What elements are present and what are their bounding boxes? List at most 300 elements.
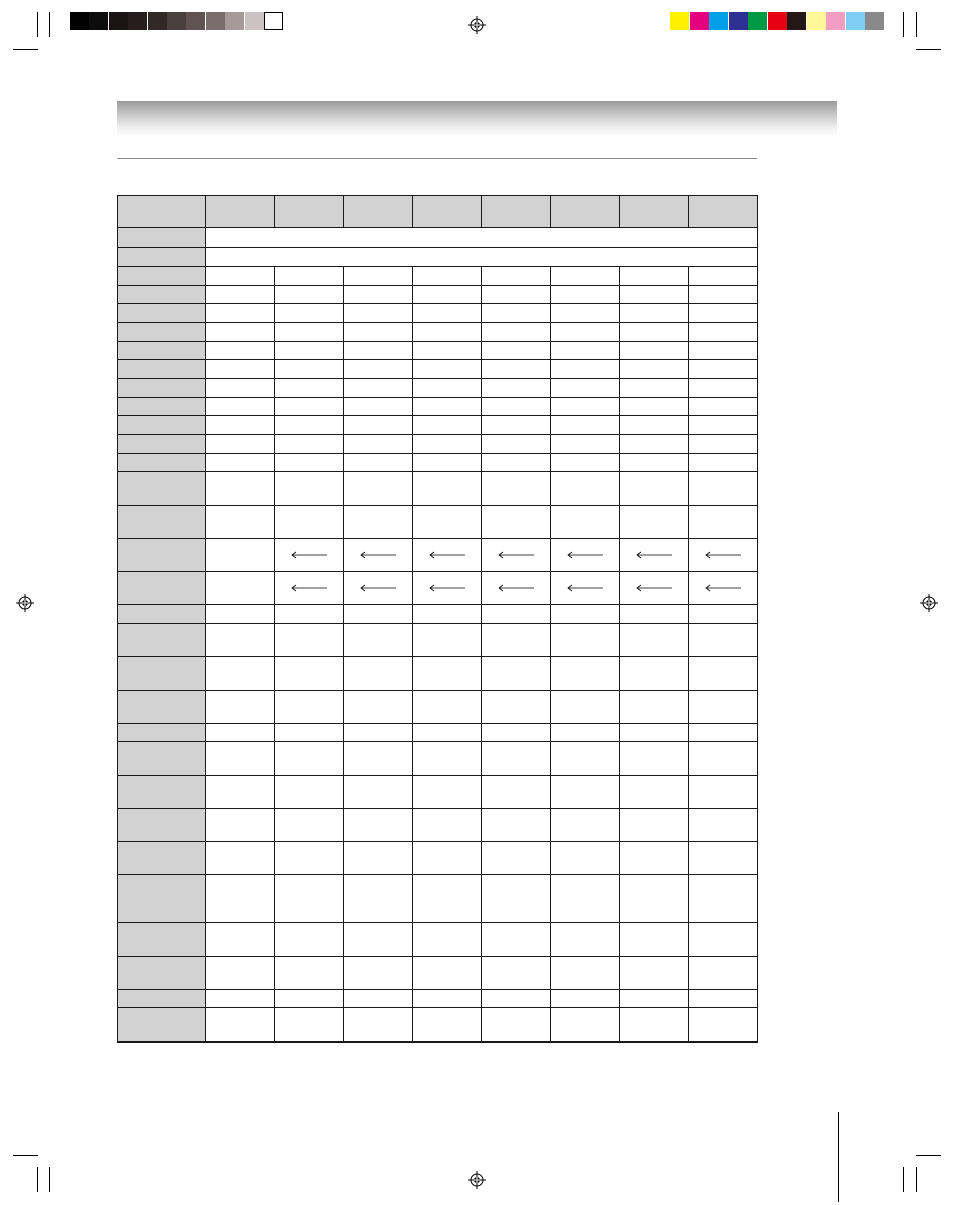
table-cell bbox=[620, 572, 689, 605]
table-cell bbox=[620, 398, 689, 416]
table-cell bbox=[413, 379, 482, 398]
table-cell bbox=[551, 1008, 620, 1042]
table-cell bbox=[206, 572, 275, 605]
table-cell bbox=[551, 657, 620, 691]
row-heading-cell bbox=[118, 506, 206, 539]
table-cell bbox=[344, 572, 413, 605]
table-cell bbox=[275, 360, 344, 379]
table-cell bbox=[206, 416, 275, 435]
table-cell bbox=[206, 842, 275, 875]
table-cell bbox=[482, 454, 551, 472]
registration-mark-icon bbox=[16, 594, 34, 612]
table-row bbox=[118, 304, 758, 323]
table-cell bbox=[275, 776, 344, 809]
row-heading-cell bbox=[118, 267, 206, 286]
table-cell bbox=[551, 605, 620, 624]
table-cell bbox=[206, 1042, 275, 1043]
grayscale-swatch bbox=[186, 12, 205, 30]
table-cell bbox=[620, 842, 689, 875]
table-row bbox=[118, 248, 758, 267]
table-row bbox=[118, 267, 758, 286]
table-cell bbox=[482, 342, 551, 360]
table-cell bbox=[344, 539, 413, 572]
table-cell bbox=[413, 304, 482, 323]
color-swatch bbox=[690, 12, 709, 30]
table-cell bbox=[413, 842, 482, 875]
table-row bbox=[118, 342, 758, 360]
table-cell bbox=[275, 990, 344, 1008]
table-cell bbox=[551, 286, 620, 304]
table-cell bbox=[275, 267, 344, 286]
row-heading-cell bbox=[118, 398, 206, 416]
table-cell bbox=[482, 472, 551, 506]
row-heading-cell bbox=[118, 572, 206, 605]
left-arrow-icon bbox=[290, 551, 328, 559]
table-cell bbox=[206, 990, 275, 1008]
table-cell bbox=[482, 506, 551, 539]
left-arrow-icon bbox=[290, 584, 328, 592]
table-cell bbox=[482, 572, 551, 605]
table-cell bbox=[551, 267, 620, 286]
table-cell bbox=[413, 691, 482, 724]
table-cell bbox=[206, 724, 275, 742]
table-cell bbox=[689, 304, 758, 323]
table-cell bbox=[689, 454, 758, 472]
table-cell bbox=[275, 572, 344, 605]
table-cell bbox=[344, 454, 413, 472]
table-cell bbox=[620, 990, 689, 1008]
table-cell bbox=[344, 957, 413, 990]
table-cell bbox=[275, 416, 344, 435]
table-row bbox=[118, 472, 758, 506]
table-cell bbox=[482, 360, 551, 379]
table-row bbox=[118, 990, 758, 1008]
table-row bbox=[118, 742, 758, 776]
table-row bbox=[118, 1008, 758, 1042]
table-cell bbox=[551, 1042, 620, 1043]
table-cell bbox=[344, 1042, 413, 1043]
table-header-cell bbox=[620, 196, 689, 228]
row-heading-cell bbox=[118, 724, 206, 742]
table-cell bbox=[620, 435, 689, 454]
table-cell bbox=[689, 990, 758, 1008]
table-cell bbox=[689, 691, 758, 724]
table-cell bbox=[689, 323, 758, 342]
table-cell bbox=[482, 267, 551, 286]
table-cell bbox=[620, 605, 689, 624]
row-heading-cell bbox=[118, 875, 206, 923]
row-heading-cell bbox=[118, 691, 206, 724]
table-cell bbox=[344, 323, 413, 342]
table-row bbox=[118, 691, 758, 724]
table-row bbox=[118, 435, 758, 454]
table-cell bbox=[275, 454, 344, 472]
table-cell bbox=[482, 842, 551, 875]
table-cell bbox=[689, 342, 758, 360]
table-cell bbox=[482, 398, 551, 416]
table-cell bbox=[344, 691, 413, 724]
table-cell bbox=[689, 472, 758, 506]
table-cell bbox=[275, 323, 344, 342]
table-row bbox=[118, 286, 758, 304]
row-heading-cell bbox=[118, 454, 206, 472]
color-swatch bbox=[670, 12, 689, 30]
table-cell bbox=[413, 360, 482, 379]
table-cell bbox=[344, 657, 413, 691]
table-cell bbox=[413, 539, 482, 572]
grayscale-swatch bbox=[70, 12, 89, 30]
table-cell bbox=[689, 506, 758, 539]
table-cell bbox=[344, 624, 413, 657]
table-cell bbox=[206, 228, 758, 248]
color-swatch bbox=[807, 12, 826, 30]
table-cell bbox=[551, 957, 620, 990]
row-heading-cell bbox=[118, 1042, 206, 1043]
table-cell bbox=[206, 539, 275, 572]
table-cell bbox=[689, 923, 758, 957]
table-cell bbox=[413, 1008, 482, 1042]
table-cell bbox=[344, 472, 413, 506]
table-cell bbox=[344, 1008, 413, 1042]
row-heading-cell bbox=[118, 472, 206, 506]
table-header-cell bbox=[118, 196, 206, 228]
table-cell bbox=[344, 990, 413, 1008]
table-header-cell bbox=[482, 196, 551, 228]
table-cell bbox=[689, 1008, 758, 1042]
table-cell bbox=[413, 416, 482, 435]
table-cell bbox=[413, 875, 482, 923]
left-arrow-icon bbox=[566, 551, 604, 559]
row-heading-cell bbox=[118, 923, 206, 957]
table-cell bbox=[689, 742, 758, 776]
table-cell bbox=[551, 360, 620, 379]
table-row bbox=[118, 323, 758, 342]
table-cell bbox=[482, 990, 551, 1008]
table-cell bbox=[551, 506, 620, 539]
row-heading-cell bbox=[118, 957, 206, 990]
table-cell bbox=[413, 286, 482, 304]
table-cell bbox=[620, 472, 689, 506]
table-cell bbox=[275, 435, 344, 454]
row-heading-cell bbox=[118, 1008, 206, 1042]
table-cell bbox=[620, 724, 689, 742]
table-cell bbox=[620, 624, 689, 657]
left-arrow-icon bbox=[428, 584, 466, 592]
section-header-band bbox=[117, 101, 837, 136]
table-cell bbox=[482, 435, 551, 454]
table-cell bbox=[551, 742, 620, 776]
table-cell bbox=[275, 304, 344, 323]
table-cell bbox=[551, 379, 620, 398]
table-cell bbox=[482, 539, 551, 572]
table-cell bbox=[689, 724, 758, 742]
row-heading-cell bbox=[118, 539, 206, 572]
table-cell bbox=[275, 657, 344, 691]
table-cell bbox=[275, 398, 344, 416]
table-cell bbox=[620, 454, 689, 472]
table-cell bbox=[689, 776, 758, 809]
table-cell bbox=[413, 724, 482, 742]
table-cell bbox=[551, 624, 620, 657]
row-heading-cell bbox=[118, 605, 206, 624]
table-cell bbox=[689, 286, 758, 304]
table-cell bbox=[482, 605, 551, 624]
color-swatch bbox=[709, 12, 728, 30]
left-arrow-icon bbox=[635, 584, 673, 592]
table-cell bbox=[206, 248, 758, 267]
table-cell bbox=[620, 304, 689, 323]
table-cell bbox=[551, 809, 620, 842]
table-cell bbox=[206, 624, 275, 657]
table-cell bbox=[620, 776, 689, 809]
table-cell bbox=[620, 539, 689, 572]
table-cell bbox=[551, 691, 620, 724]
table-cell bbox=[413, 454, 482, 472]
table-cell bbox=[689, 605, 758, 624]
table-cell bbox=[689, 875, 758, 923]
table-header-cell bbox=[206, 196, 275, 228]
row-heading-cell bbox=[118, 286, 206, 304]
table-cell bbox=[689, 416, 758, 435]
row-heading-cell bbox=[118, 842, 206, 875]
table-row bbox=[118, 875, 758, 923]
table-row bbox=[118, 624, 758, 657]
table-cell bbox=[482, 416, 551, 435]
table-cell bbox=[482, 323, 551, 342]
left-arrow-icon bbox=[704, 584, 742, 592]
table-cell bbox=[275, 539, 344, 572]
table-header-cell bbox=[551, 196, 620, 228]
table-cell bbox=[206, 360, 275, 379]
table-cell bbox=[551, 923, 620, 957]
table-cell bbox=[413, 809, 482, 842]
table-cell bbox=[482, 304, 551, 323]
table-header-cell bbox=[275, 196, 344, 228]
table-cell bbox=[206, 605, 275, 624]
table-cell bbox=[275, 809, 344, 842]
table-cell bbox=[620, 691, 689, 724]
table-cell bbox=[344, 742, 413, 776]
table-header-cell bbox=[413, 196, 482, 228]
table-cell bbox=[482, 691, 551, 724]
table-row bbox=[118, 1042, 758, 1043]
table-cell bbox=[344, 360, 413, 379]
table-cell bbox=[413, 323, 482, 342]
row-heading-cell bbox=[118, 776, 206, 809]
left-arrow-icon bbox=[704, 551, 742, 559]
table-cell bbox=[551, 416, 620, 435]
table-cell bbox=[206, 398, 275, 416]
table-cell bbox=[275, 742, 344, 776]
color-swatch bbox=[846, 12, 865, 30]
table-cell bbox=[482, 809, 551, 842]
table-row bbox=[118, 572, 758, 605]
table-cell bbox=[344, 304, 413, 323]
row-heading-cell bbox=[118, 342, 206, 360]
page-edge-line bbox=[838, 1112, 839, 1202]
row-heading-cell bbox=[118, 323, 206, 342]
table-cell bbox=[551, 539, 620, 572]
left-arrow-icon bbox=[359, 551, 397, 559]
grayscale-swatch bbox=[167, 12, 186, 30]
table-cell bbox=[344, 379, 413, 398]
table-cell bbox=[275, 624, 344, 657]
table-cell bbox=[413, 435, 482, 454]
table-cell bbox=[344, 776, 413, 809]
color-swatch bbox=[826, 12, 845, 30]
table-cell bbox=[551, 776, 620, 809]
table-cell bbox=[551, 304, 620, 323]
table-cell bbox=[620, 923, 689, 957]
row-heading-cell bbox=[118, 416, 206, 435]
table-row bbox=[118, 379, 758, 398]
table-row bbox=[118, 657, 758, 691]
table-cell bbox=[206, 875, 275, 923]
table-cell bbox=[482, 875, 551, 923]
table-cell bbox=[206, 957, 275, 990]
table-cell bbox=[344, 923, 413, 957]
table-cell bbox=[482, 624, 551, 657]
table-cell bbox=[344, 416, 413, 435]
grayscale-swatch bbox=[245, 12, 264, 30]
table-cell bbox=[482, 776, 551, 809]
table-cell bbox=[482, 724, 551, 742]
table-cell bbox=[482, 286, 551, 304]
table-cell bbox=[344, 342, 413, 360]
table-cell bbox=[482, 657, 551, 691]
registration-mark-icon bbox=[468, 1171, 486, 1189]
table-cell bbox=[275, 1042, 344, 1043]
table-cell bbox=[275, 691, 344, 724]
table-cell bbox=[620, 1042, 689, 1043]
color-swatch bbox=[865, 12, 884, 30]
table-cell bbox=[620, 742, 689, 776]
table-cell bbox=[620, 1008, 689, 1042]
row-heading-cell bbox=[118, 809, 206, 842]
table-cell bbox=[275, 842, 344, 875]
table-cell bbox=[620, 360, 689, 379]
table-cell bbox=[482, 1008, 551, 1042]
table-row bbox=[118, 539, 758, 572]
table-cell bbox=[689, 435, 758, 454]
row-heading-cell bbox=[118, 248, 206, 267]
table-cell bbox=[413, 923, 482, 957]
table-cell bbox=[275, 379, 344, 398]
table-cell bbox=[206, 742, 275, 776]
table-cell bbox=[482, 742, 551, 776]
table-cell bbox=[344, 875, 413, 923]
table-cell bbox=[689, 809, 758, 842]
row-heading-cell bbox=[118, 379, 206, 398]
section-divider bbox=[117, 158, 757, 159]
table-cell bbox=[413, 267, 482, 286]
table-cell bbox=[344, 286, 413, 304]
table-cell bbox=[551, 454, 620, 472]
grayscale-swatch bbox=[206, 12, 225, 30]
table-cell bbox=[275, 724, 344, 742]
table-cell bbox=[275, 875, 344, 923]
table-cell bbox=[344, 398, 413, 416]
table-cell bbox=[482, 923, 551, 957]
table-cell bbox=[206, 1008, 275, 1042]
table-cell bbox=[689, 539, 758, 572]
color-swatch bbox=[748, 12, 767, 30]
table-cell bbox=[689, 957, 758, 990]
row-heading-cell bbox=[118, 360, 206, 379]
table-cell bbox=[689, 624, 758, 657]
row-heading-cell bbox=[118, 742, 206, 776]
specification-table bbox=[117, 195, 758, 1043]
table-cell bbox=[206, 379, 275, 398]
table-cell bbox=[206, 286, 275, 304]
table-cell bbox=[620, 342, 689, 360]
table-cell bbox=[551, 842, 620, 875]
table-cell bbox=[344, 724, 413, 742]
table-cell bbox=[275, 1008, 344, 1042]
left-arrow-icon bbox=[497, 551, 535, 559]
table-cell bbox=[413, 506, 482, 539]
table-cell bbox=[551, 724, 620, 742]
table-cell bbox=[620, 875, 689, 923]
color-swatch bbox=[768, 12, 787, 30]
table-cell bbox=[344, 267, 413, 286]
table-cell bbox=[689, 267, 758, 286]
table-cell bbox=[413, 605, 482, 624]
table-row bbox=[118, 776, 758, 809]
table-row bbox=[118, 454, 758, 472]
table-cell bbox=[206, 506, 275, 539]
table-cell bbox=[689, 379, 758, 398]
table-cell bbox=[620, 323, 689, 342]
table-row bbox=[118, 605, 758, 624]
table-cell bbox=[413, 776, 482, 809]
table-cell bbox=[413, 342, 482, 360]
table-cell bbox=[206, 267, 275, 286]
table-cell bbox=[620, 267, 689, 286]
color-swatch bbox=[729, 12, 748, 30]
table-row bbox=[118, 809, 758, 842]
table-row bbox=[118, 957, 758, 990]
registration-mark-icon bbox=[468, 16, 486, 34]
table-cell bbox=[206, 776, 275, 809]
table-cell bbox=[413, 398, 482, 416]
table-cell bbox=[344, 605, 413, 624]
table-cell bbox=[206, 472, 275, 506]
table-header-cell bbox=[344, 196, 413, 228]
table-cell bbox=[206, 923, 275, 957]
table-cell bbox=[413, 657, 482, 691]
table-cell bbox=[482, 1042, 551, 1043]
table-cell bbox=[551, 398, 620, 416]
table-cell bbox=[620, 957, 689, 990]
table-cell bbox=[689, 1042, 758, 1043]
table-cell bbox=[620, 657, 689, 691]
table-cell bbox=[551, 435, 620, 454]
table-cell bbox=[551, 572, 620, 605]
table-cell bbox=[275, 506, 344, 539]
table-cell bbox=[689, 842, 758, 875]
table-cell bbox=[275, 472, 344, 506]
table-cell bbox=[206, 304, 275, 323]
table-cell bbox=[413, 990, 482, 1008]
left-arrow-icon bbox=[497, 584, 535, 592]
registration-mark-icon bbox=[920, 594, 938, 612]
table-cell bbox=[551, 342, 620, 360]
table-cell bbox=[413, 742, 482, 776]
row-heading-cell bbox=[118, 304, 206, 323]
table-header-cell bbox=[689, 196, 758, 228]
table-row bbox=[118, 360, 758, 379]
